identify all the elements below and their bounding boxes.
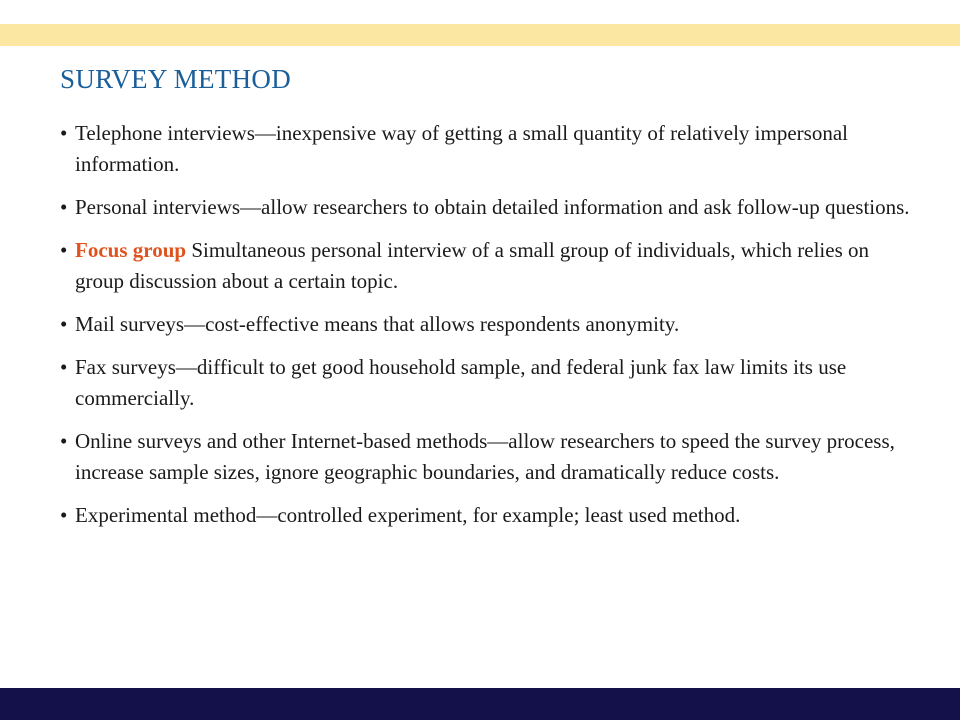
bullet-text: Experimental method—controlled experiment, for example; least used method.	[75, 503, 741, 527]
bullet-text: Mail surveys—cost-effective means that allows respondents anonymity.	[75, 312, 680, 336]
bullet-dot: •	[60, 429, 68, 453]
bullet-text: Personal interviews—allow researchers to obtain detailed information and ask follow-up questions.	[75, 195, 910, 219]
bullet-dot: •	[60, 238, 68, 262]
slide-title: SURVEY METHOD	[60, 64, 291, 94]
bullet-text: Simultaneous personal interview of a small group of individuals, which relies on group discussion about a certain topic.	[75, 238, 870, 293]
bullet-item-focus-group	[60, 235, 920, 297]
bullet-text: Telephone interviews—inexpensive way of getting a small quantity of relatively impersonal information.	[75, 121, 848, 176]
bottom-accent-band	[0, 688, 960, 720]
bullet-dot: •	[60, 312, 68, 336]
bullet-item-online-surveys	[60, 426, 920, 488]
bullet-text: Online surveys and other Internet-based methods—allow researchers to speed the survey process, increase sample sizes, ignore geographic boundaries, and dramatically reduce costs.	[75, 429, 895, 484]
bullet-item-fax-surveys	[60, 352, 920, 414]
top-accent-band	[0, 24, 960, 46]
bullet-text: Fax surveys—difficult to get good household sample, and federal junk fax law limits its use commercially.	[75, 355, 847, 410]
bullet-item-telephone-interviews	[60, 118, 920, 180]
bullet-dot: •	[60, 503, 68, 527]
bullet-dot: •	[60, 195, 68, 219]
bullet-item-personal-interviews	[60, 192, 920, 223]
bullet-list	[60, 118, 920, 543]
bullet-item-experimental-method	[60, 500, 920, 531]
bullet-item-mail-surveys	[60, 309, 920, 340]
bullet-dot: •	[60, 121, 68, 145]
bullet-dot: •	[60, 355, 68, 379]
bullet-term-focus-group: Focus group	[75, 238, 187, 262]
